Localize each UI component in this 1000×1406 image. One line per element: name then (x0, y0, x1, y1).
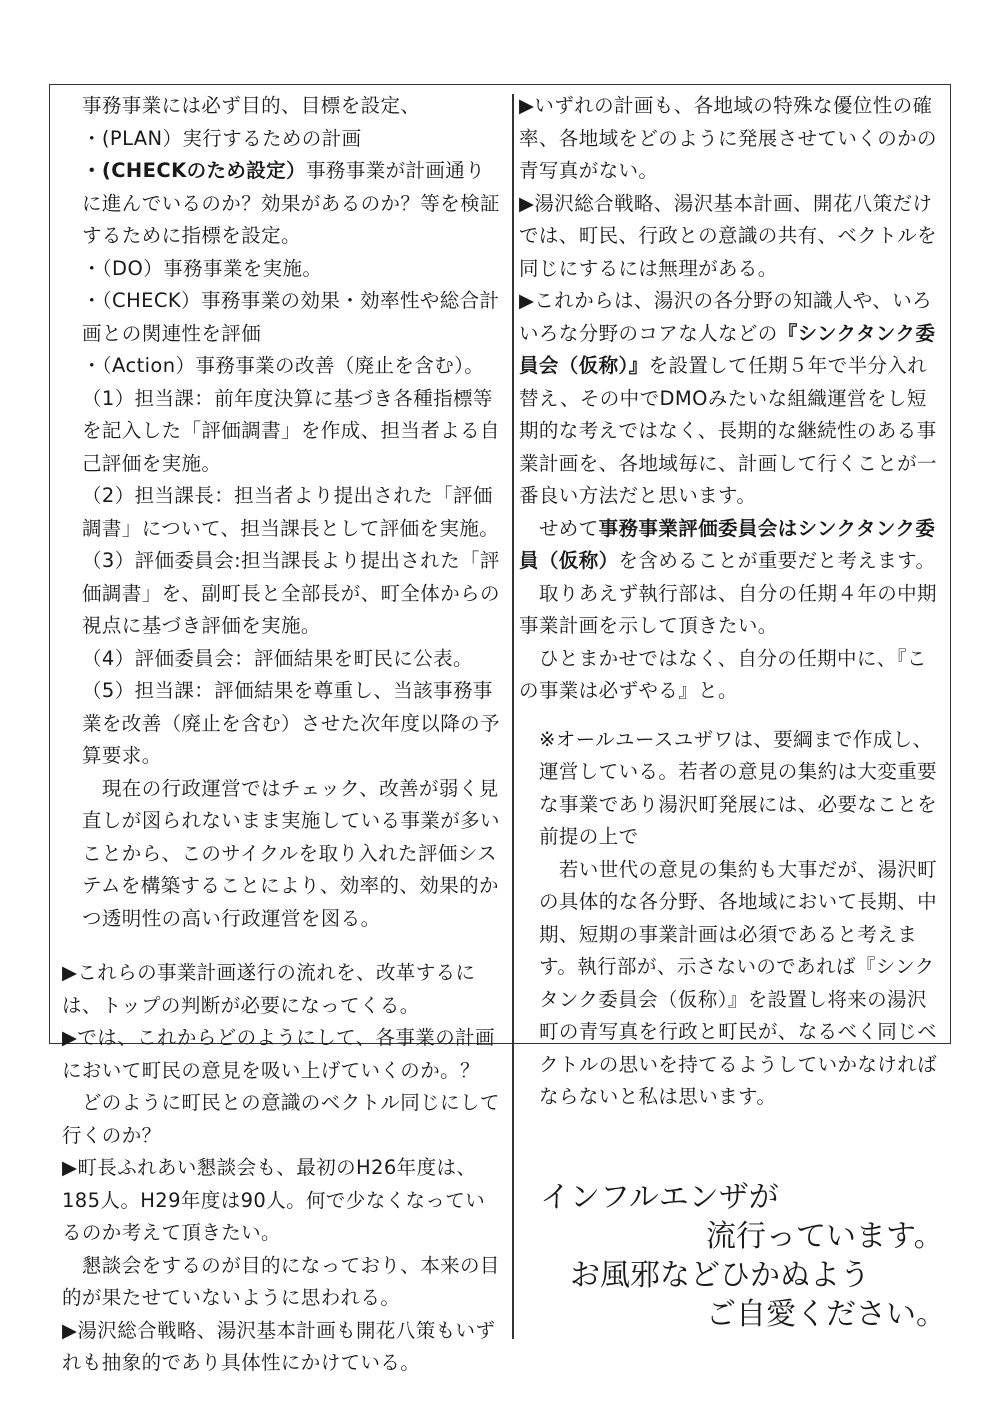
opinion-paragraph: ▶では、これからどのようにして、各事業の計画において町民の意見を吸い上げていくのか。？ (62, 1026, 495, 1082)
commitment-paragraph: ひとまかせではなく、自分の任期中に、『この事業は必ずやる』と。 (519, 646, 927, 702)
check-setup-item (62, 155, 502, 253)
column-divider (512, 94, 514, 1339)
action-item: ・（Action）事務事業の改善（廃止を含む）。 (82, 354, 485, 377)
plan-limit-paragraph: ▶湯沢総合戦略、湯沢基本計画、開花八策だけでは、町民、行政との意識の共有、ベクトルを同じにするには無理がある。 (519, 191, 937, 280)
intro-text: 事務事業には必ず目的、目標を設定、 (82, 94, 421, 117)
step-4: （4）評価委員会：評価結果を町民に公表。 (82, 646, 473, 670)
left-column (62, 90, 502, 1380)
notice-line-3: お風邪などひかぬよう (570, 1258, 870, 1293)
think-tank-intro: ▶これからは、湯沢の各分野の知識人や、いろいろな分野のコアな人などの (519, 289, 933, 345)
right-column (519, 90, 944, 1114)
committee-name: 事務事業評価委員会はシンクタンク委員（仮称） (519, 516, 936, 572)
notice-line-4: ご自愛ください。 (706, 1297, 946, 1332)
do-item: ・（DO）事務事業を実施。 (82, 256, 323, 280)
check-setup-label: ・(CHECKのため設定） (82, 159, 306, 182)
reform-paragraph: ▶これらの事業計画遂行の流れを、改革するには、トップの判断が必要になってくる。 (62, 961, 476, 1017)
notice-line-1: インフルエンザが (540, 1180, 779, 1215)
notice-line-2: 流行っています。 (706, 1219, 944, 1254)
youth-note-paragraph: ※オールユースユザワは、要綱まで作成し、運営している。若者の意見の集約は大変重要な事業であり湯沢町発展には、必要なことを前提の上で (539, 727, 938, 848)
check-item: ・（CHECK）事務事業の効果・効率性や総合計画との関連性を評価 (82, 289, 500, 345)
summary-paragraph: 現在の行政運営ではチェック、改善が弱く見直しが図られないまま実施している事業が多いことから、このサイクルを取り入れた評価システムを構築することにより、効率的、効果的かつ透明性の高い行政運営を図る。 (82, 776, 500, 930)
step-3: （3）評価委員会:担当課長より提出された「評価調書」を、副町長と全部長が、町全体からの視点に基づき評価を実施。 (82, 549, 500, 637)
midterm-paragraph: 取りあえず執行部は、自分の任期４年の中期事業計画を示して頂きたい。 (519, 581, 937, 637)
blueprint-paragraph: ▶いずれの計画も、各地域の特殊な優位性の確率、各地域をどのように発展させていくのかの青写真がない。 (519, 94, 937, 182)
think-tank-paragraph (519, 285, 944, 513)
youth-opinion-paragraph: 若い世代の意見の集約も大事だが、湯沢町の具体的な各分野、各地域において長期、中期、短期の事業計画は必須であると考えます。執行部が、示さないのであれば『シンクタンク委員会（仮称）』を設置し将来の湯沢町の青写真を行政と町民が、なるべく同じベクトルの思いを持てるようしていかなければならないと私は思います。 (539, 857, 938, 1108)
plan-item: ・(PLAN）実行するための計画 (82, 126, 362, 150)
committee-intro: せめて (519, 516, 599, 540)
step-1: （1）担当課：前年度決算に基づき各種指標等を記入した「評価調書」を作成、担当者よる自己評価を実施。 (82, 386, 500, 475)
strategy-paragraph: ▶湯沢総合戦略、湯沢基本計画も開花八策もいずれも抽象的であり具体性にかけている。 (62, 1318, 496, 1374)
committee-text: を含めることが重要だと考えます。 (618, 549, 936, 572)
flu-notice (540, 1178, 946, 1334)
step-2: （2）担当課長：担当者より提出された「評価調書」について、担当課長として評価を実施。 (82, 484, 500, 540)
committee-paragraph (519, 513, 944, 578)
think-tank-text: を設置して任期５年で半分入れ替え、その中でDMOみたいな組織運営をし短期的な考えではなく、長期的な継続性のある事業計画を、各地域毎に、計画して行くことが一番良い方法だと思います。 (519, 354, 937, 507)
meeting-purpose-paragraph: 懇談会をするのが目的になっており、本来の目的が果たせていないように思われる。 (62, 1253, 500, 1309)
vector-paragraph: どのように町民との意識のベクトル同じにして行くのか？ (62, 1091, 500, 1147)
step-5: （5）担当課：評価結果を尊重し、当該事務事業を改善（廃止を含む）させた次年度以降の予算要求。 (82, 679, 500, 767)
meeting-paragraph: ▶町長ふれあい懇談会も、最初のH26年度は、185人。H29年度は90人。何で少なくなっているのか考えて頂きたい。 (62, 1156, 486, 1244)
check-setup-text: 事務事業が計画通りに進んでいるのか？効果があるのか？等を検証するために指標を設定。 (82, 159, 500, 247)
think-tank-name: 『シンクタンク委員会（仮称）』 (519, 321, 936, 377)
